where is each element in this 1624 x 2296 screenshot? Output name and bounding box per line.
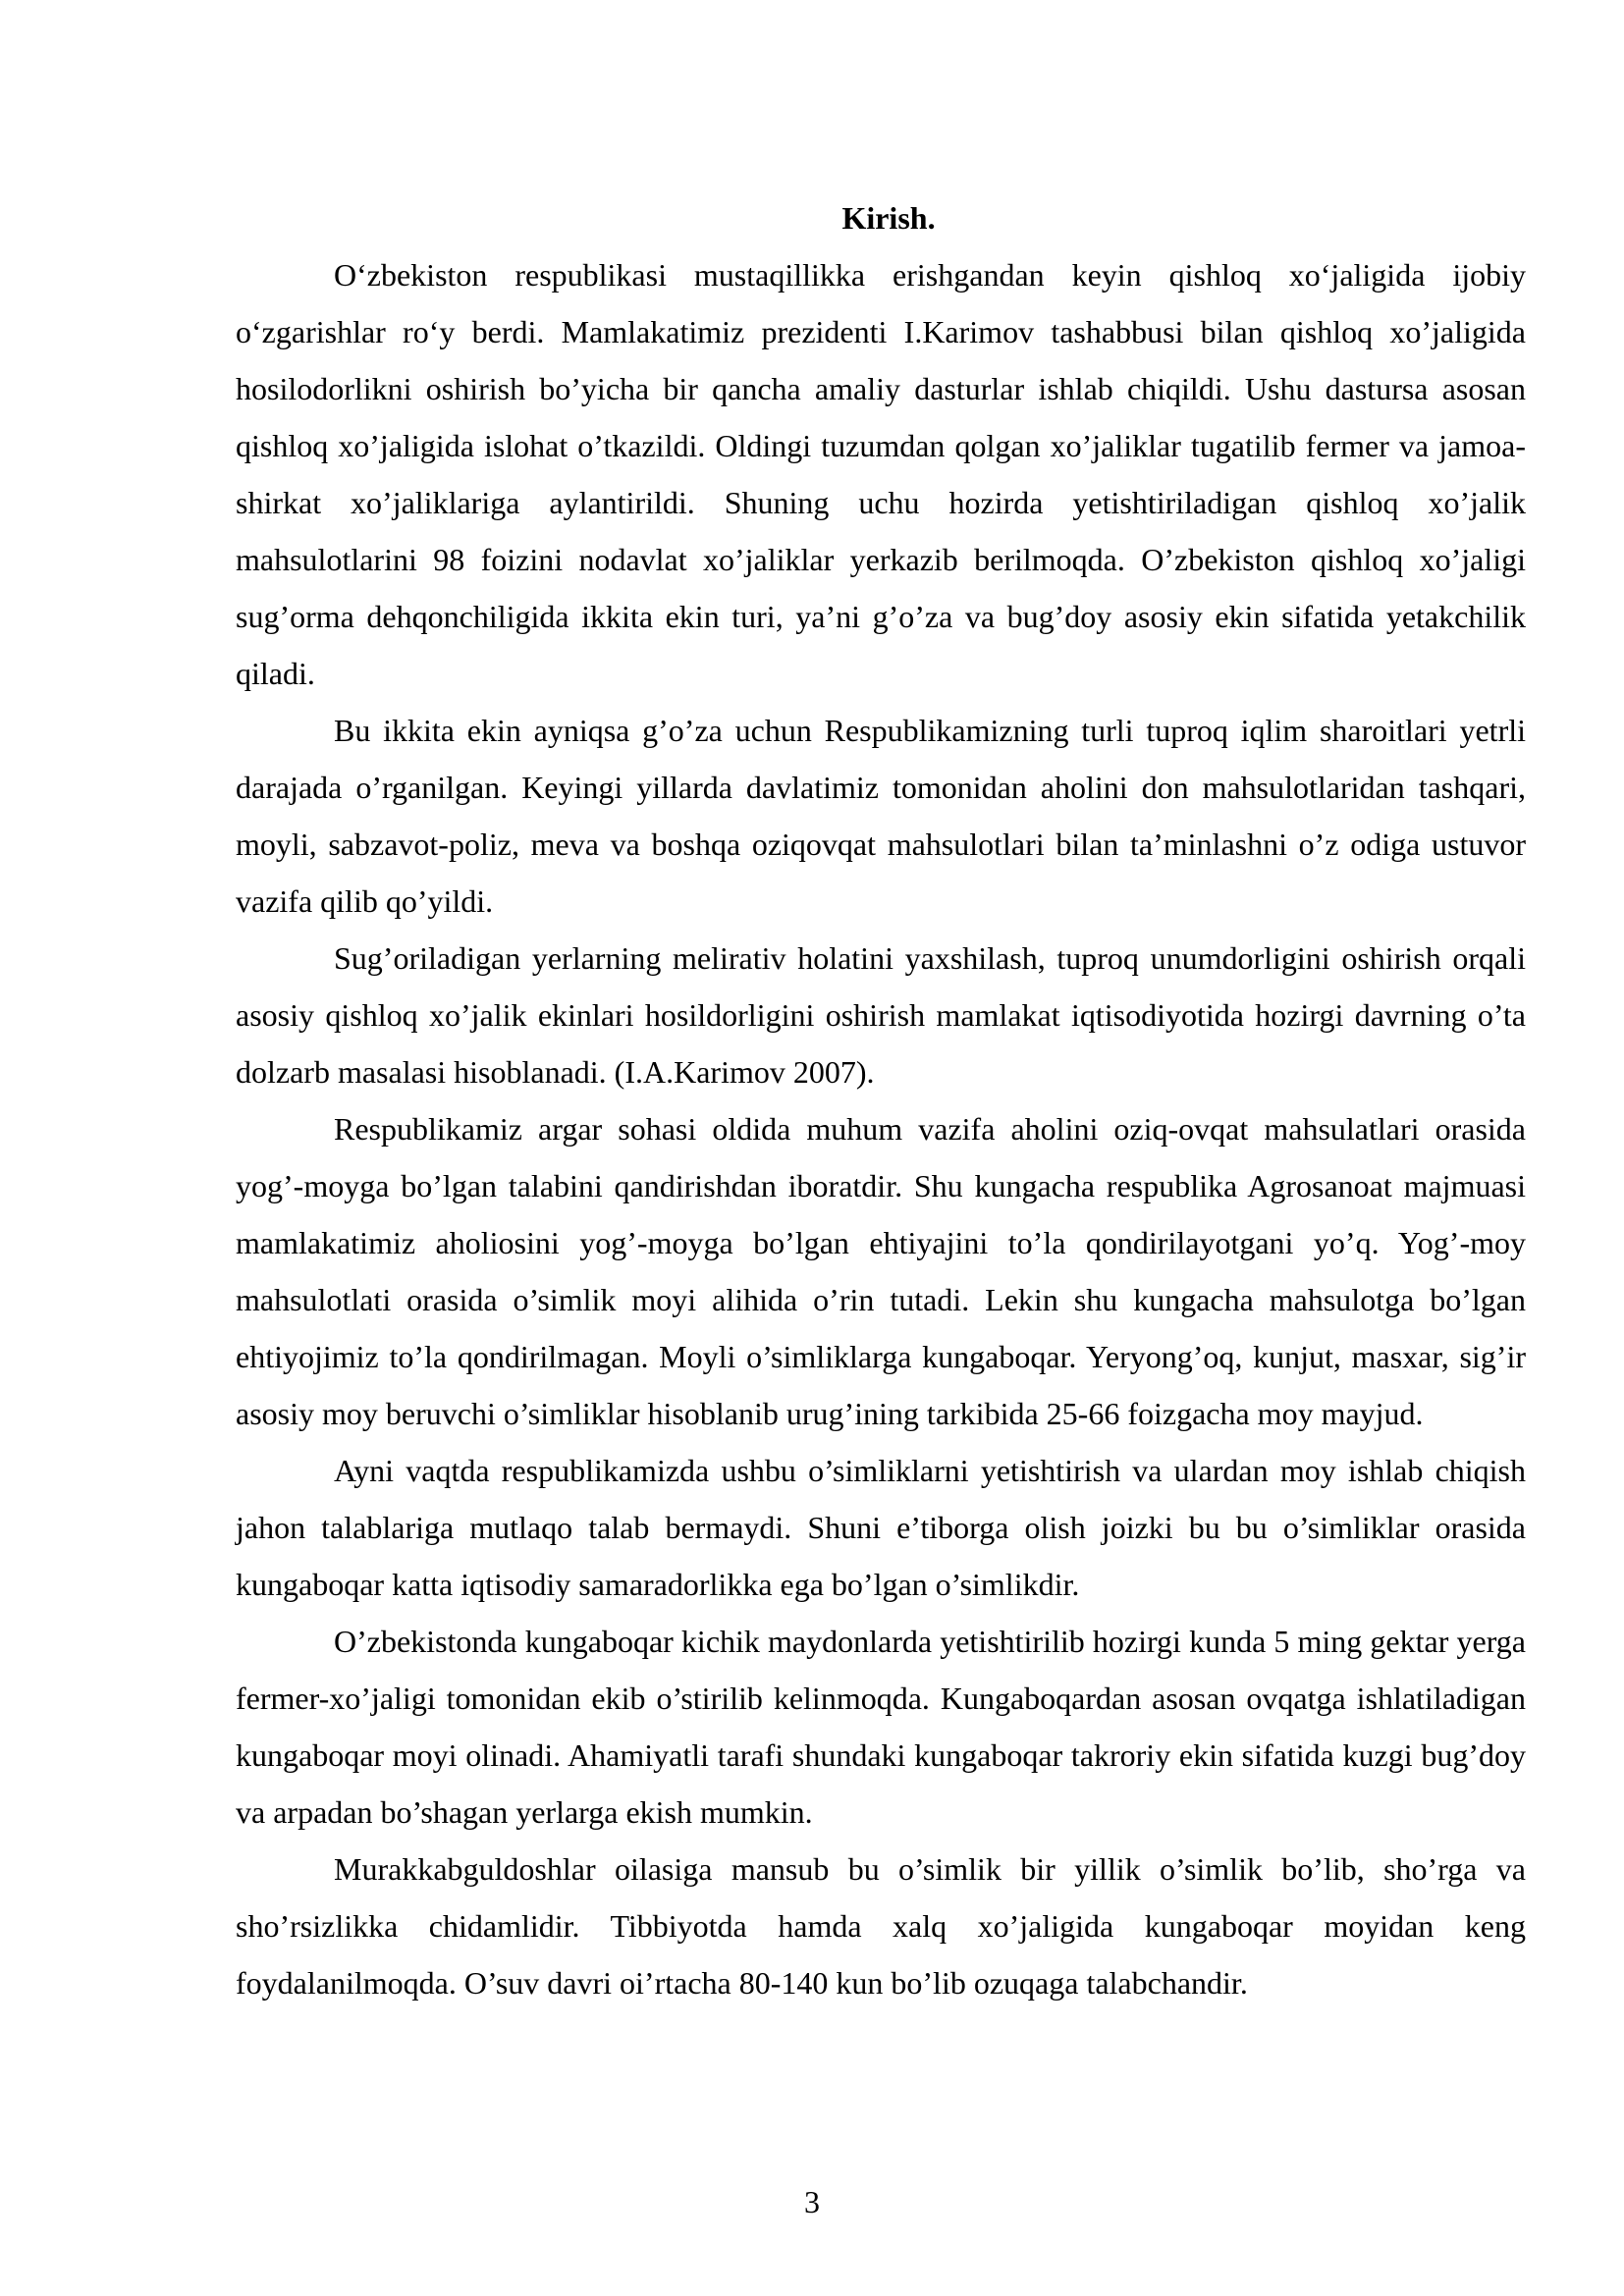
- paragraph-5: Ayni vaqtda respublikamizda ushbu o’simliklarni yetishtirish va ulardan moy ishlab chiqish jahon talablariga mutlaqo talab bermaydi. Shuni e’tiborga olish joizki bu bu o’simliklar orasida kungaboqar katta iqtisodiy samaradorlikka ega bo’lgan o’simlikdir.: [236, 1453, 1526, 1602]
- paragraph-6: O’zbekistonda kungaboqar kichik maydonlarda yetishtirilib hozirgi kunda 5 ming gektar yerga fermer-xo’jaligi tomonidan ekib o’stirilib kelinmoqda. Kungaboqardan asosan ovqatga ishlatiladigan kungaboqar moyi olinadi. Ahamiyatli tarafi shundaki kungaboqar takroriy ekin sifatida kuzgi bug’doy va arpadan bo’shagan yerlarga ekish mumkin.: [236, 1624, 1526, 1830]
- paragraph-7: Murakkabguldoshlar oilasiga mansub bu o’simlik bir yillik o’simlik bo’lib, sho’rga va sho’rsizlikka chidamlidir. Tibbiyotda hamda xalq xo’jaligida kungaboqar moyidan keng foydalanilmoqda. O’suv davri oi’rtacha 80-140 kun bo’lib ozuqaga talabchandir.: [236, 1851, 1526, 2001]
- document-body: [236, 189, 1526, 2011]
- section-title: Kirish.: [841, 200, 936, 236]
- paragraph-3: Sug’oriladigan yerlarning melirativ holatini yaxshilash, tuproq unumdorligini oshirish orqali asosiy qishloq xo’jalik ekinlari hosildorligini oshirish mamlakat iqtisodiyotida hozirgi davrning o’ta dolzarb masalasi hisoblanadi. (I.A.Karimov 2007).: [236, 940, 1526, 1090]
- paragraph-2: Bu ikkita ekin ayniqsa g’o’za uchun Respublikamizning turli tuproq iqlim sharoitlari yetrli darajada o’rganilgan. Keyingi yillarda davlatimiz tomonidan aholini don mahsulotlaridan tashqari, moyli, sabzavot-poliz, meva va boshqa oziqovqat mahsulotlari bilan ta’minlashni o’z odiga ustuvor vazifa qilib qo’yildi.: [236, 713, 1526, 919]
- paragraph-1: O‘zbekiston respublikasi mustaqillikka erishgandan keyin qishloq xo‘jaligida ijobiy o‘zgarishlar ro‘y berdi. Mamlakatimiz prezidenti I.Karimov tashabbusi bilan qishloq xo’jaligida hosilodorlikni oshirish bo’yicha bir qancha amaliy dasturlar ishlab chiqildi. Ushu dastursa asosan qishloq xo’jaligida islohat o’tkazildi. Oldingi tuzumdan qolgan xo’jaliklar tugatilib fermer va jamoa-shirkat xo’jaliklariga aylantirildi. Shuning uchu hozirda yetishtiriladigan qishloq xo’jalik mahsulotlarini 98 foizini nodavlat xo’jaliklar yerkazib berilmoqda. O’zbekiston qishloq xo’jaligi sug’orma dehqonchiligida ikkita ekin turi, ya’ni g’o’za va bug’doy asosiy ekin sifatida yetakchilik qiladi.: [236, 257, 1526, 691]
- page-number: 3: [804, 2184, 820, 2219]
- paragraph-4: Respublikamiz argar sohasi oldida muhum vazifa aholini oziq-ovqat mahsulatlari orasida yog’-moyga bo’lgan talabini qandirishdan iboratdir. Shu kungacha respublika Agrosanoat majmuasi mamlakatimiz aholiosini yog’-moyga bo’lgan ehtiyajini to’la qondirilayotgani yo’q. Yog’-moy mahsulotlati orasida o’simlik moyi alihida o’rin tutadi. Lekin shu kungacha mahsulotga bo’lgan ehtiyojimiz to’la qondirilmagan. Moyli o’simliklarga kungaboqar. Yeryong’oq, kunjut, masxar, sig’ir asosiy moy beruvchi o’simliklar hisoblanib urug’ining tarkibida 25-66 foizgacha moy mayjud.: [236, 1111, 1526, 1431]
